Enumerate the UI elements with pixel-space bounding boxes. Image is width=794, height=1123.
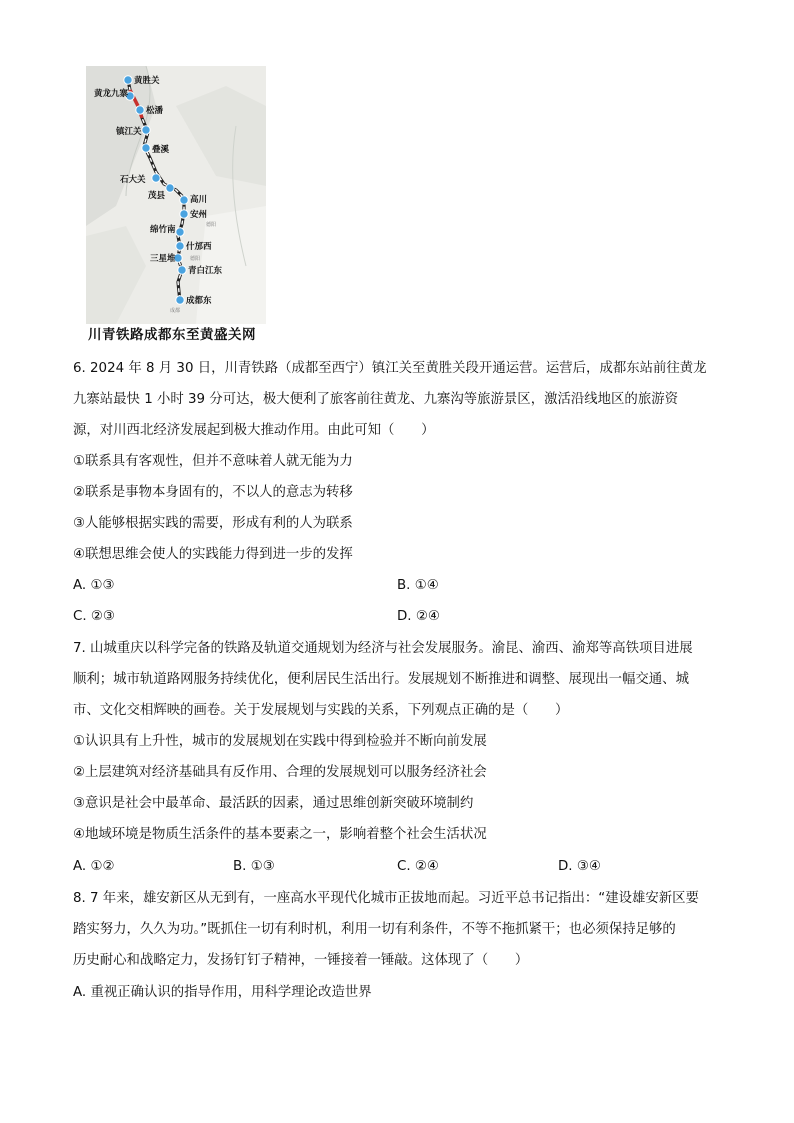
railway-map <box>86 66 266 324</box>
question-6-statement: ②联系是事物本身固有的，不以人的意志为转移 <box>73 485 353 500</box>
question-7-option-c[interactable]: C. ②④ <box>397 859 439 874</box>
station-dot <box>180 196 188 204</box>
station-dot <box>142 126 150 134</box>
station-label: 黄胜关 <box>134 76 160 86</box>
station-dot <box>178 266 186 274</box>
question-6-option-b[interactable]: B. ①④ <box>397 578 439 593</box>
station-dot <box>124 76 132 84</box>
question-7-stem: 顺利；城市轨道路网服务持续优化，便利居民生活出行。发展规划不断推进和调整、展现出一幅交通、城 <box>73 672 689 687</box>
question-7-stem: 7. 山城重庆以科学完备的铁路及轨道交通规划为经济与社会发展服务。渝昆、渝西、渝郑等高铁项目进展 <box>73 641 693 656</box>
question-8-option-a[interactable]: A. 重视正确认识的指导作用，用科学理论改造世界 <box>73 985 372 1000</box>
question-6-statement: ③人能够根据实践的需要，形成有利的人为联系 <box>73 516 353 531</box>
station-dot <box>136 106 144 114</box>
question-7-option-d[interactable]: D. ③④ <box>558 859 601 874</box>
question-6-stem: 6. 2024 年 8 月 30 日，川青铁路（成都至西宁）镇江关至黄胜关段开通运营。运营后，成都东站前往黄龙 <box>73 361 707 376</box>
map-faint-label: 德阳 <box>206 222 217 228</box>
question-7-statement: ④地域环境是物质生活条件的基本要素之一，影响着整个社会生活状况 <box>73 827 487 842</box>
station-label: 叠溪 <box>152 145 170 155</box>
station-label: 茂县 <box>148 191 166 201</box>
station-dot <box>152 174 160 182</box>
question-6-stem: 源，对川西北经济发展起到极大推动作用。由此可知（ ） <box>73 423 435 438</box>
question-6-statement: ①联系具有客观性，但并不意味着人就无能为力 <box>73 454 353 469</box>
station-dot <box>176 242 184 250</box>
station-dot <box>180 210 188 218</box>
question-8-stem: 踏实努力，久久为功。”既抓住一切有利时机，利用一切有利条件，不等不拖抓紧干；也必须保持足够的 <box>73 922 676 937</box>
station-label: 安州 <box>190 210 208 220</box>
station-dot <box>166 184 174 192</box>
station-dot <box>176 296 184 304</box>
map-faint-label: 成都 <box>170 308 181 314</box>
station-label: 三星堆 <box>150 254 176 264</box>
station-label: 石大关 <box>120 175 146 185</box>
station-label: 黄龙九寨 <box>94 89 129 99</box>
map-faint-label: 德阳 <box>190 256 201 262</box>
station-label: 镇江关 <box>116 127 142 137</box>
station-label: 高川 <box>190 195 208 205</box>
station-label: 松潘 <box>146 106 164 116</box>
station-label: 什邡西 <box>186 242 212 252</box>
station-label: 绵竹南 <box>150 225 176 235</box>
question-7-statement: ①认识具有上升性，城市的发展规划在实践中得到检验并不断向前发展 <box>73 734 487 749</box>
question-6-option-a[interactable]: A. ①③ <box>73 578 115 593</box>
question-7-option-a[interactable]: A. ①② <box>73 859 115 874</box>
question-7-stem: 市、文化交相辉映的画卷。关于发展规划与实践的关系，下列观点正确的是（ ） <box>73 703 569 718</box>
question-6-option-c[interactable]: C. ②③ <box>73 609 115 624</box>
station-label: 青白江东 <box>188 266 223 276</box>
question-8-stem: 历史耐心和战略定力，发扬钉钉子精神，一锤接着一锤敲。这体现了（ ） <box>73 953 529 968</box>
question-8-stem: 8. 7 年来，雄安新区从无到有，一座高水平现代化城市正拔地而起。习近平总书记指出：“建设雄安新区要 <box>73 891 699 906</box>
question-6-statement: ④联想思维会使人的实践能力得到进一步的发挥 <box>73 547 353 562</box>
question-7-option-b[interactable]: B. ①③ <box>233 859 275 874</box>
question-7-statement: ②上层建筑对经济基础具有反作用、合理的发展规划可以服务经济社会 <box>73 765 487 780</box>
railway-map-figure <box>86 66 266 324</box>
question-7-statement: ③意识是社会中最革命、最活跃的因素，通过思维创新突破环境制约 <box>73 796 474 811</box>
question-6-stem: 九寨站最快 1 小时 39 分可达，极大便利了旅客前往黄龙、九寨沟等旅游景区，激活沿线地区的旅游资 <box>73 392 678 407</box>
station-dot <box>142 144 150 152</box>
question-6-option-d[interactable]: D. ②④ <box>397 609 440 624</box>
station-dot <box>176 228 184 236</box>
figure-caption: 川青铁路成都东至黄盛关网 <box>88 327 256 343</box>
station-label: 成都东 <box>186 296 212 306</box>
